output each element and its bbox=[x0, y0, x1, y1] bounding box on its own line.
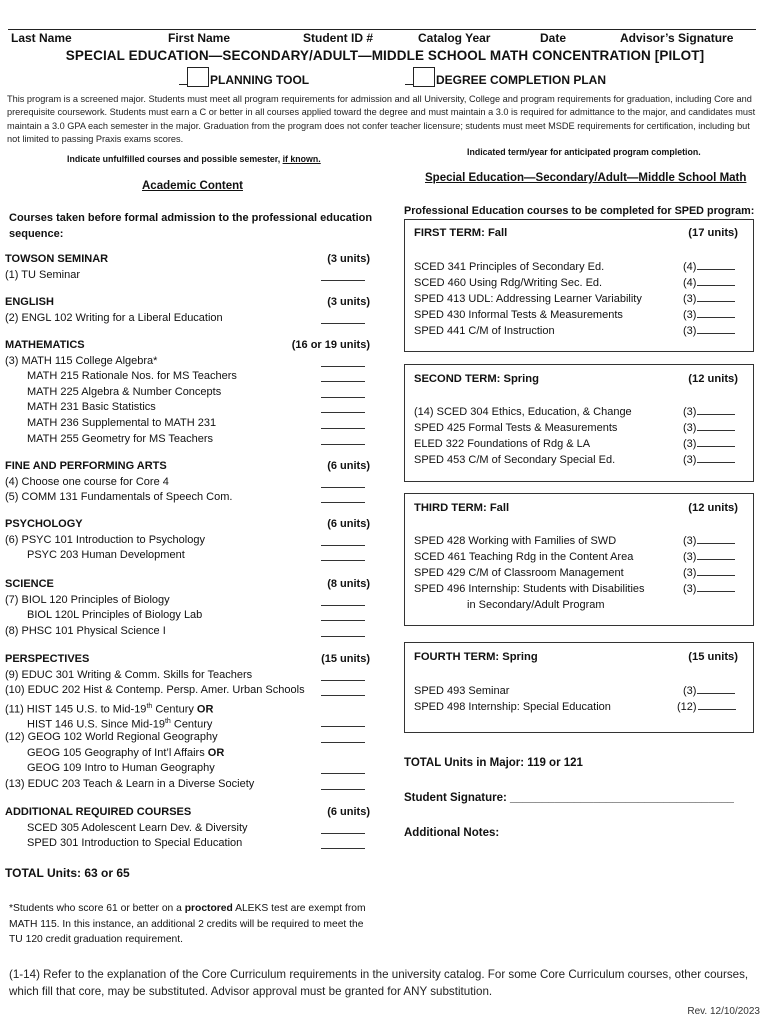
credit-blank[interactable] bbox=[683, 452, 741, 468]
major-total-units: TOTAL Units in Major: 119 or 121 bbox=[404, 757, 583, 769]
credit-blank[interactable] bbox=[683, 549, 741, 565]
blank-line bbox=[697, 430, 735, 431]
credit-blank[interactable] bbox=[683, 307, 741, 323]
indicate-if-known: if known. bbox=[282, 154, 321, 164]
list-item bbox=[5, 475, 370, 491]
courses-before-line2: sequence: bbox=[9, 227, 64, 240]
section-units: (15 units) bbox=[321, 653, 370, 665]
list-item bbox=[5, 683, 370, 699]
semester-blank[interactable] bbox=[321, 502, 365, 503]
section-label: ADDITIONAL REQUIRED COURSES bbox=[5, 806, 192, 818]
semester-blank[interactable] bbox=[321, 412, 365, 413]
term-course-row bbox=[414, 699, 741, 715]
course-label: GEOG 109 Intro to Human Geography bbox=[27, 762, 215, 775]
section-label: ENGLISH bbox=[5, 296, 54, 308]
credit-value: (3) bbox=[683, 438, 697, 450]
section-units: (16 or 19 units) bbox=[291, 339, 370, 351]
semester-blank[interactable] bbox=[321, 487, 365, 488]
indicate-unfulfilled bbox=[67, 154, 321, 164]
section-units: (3 units) bbox=[327, 296, 370, 308]
header-rule bbox=[8, 29, 756, 30]
course-label: MATH 225 Algebra & Number Concepts bbox=[27, 385, 222, 398]
term-course-row bbox=[414, 565, 741, 581]
blank-line bbox=[697, 317, 735, 318]
course-text: GEOG 105 Geography of Int’l Affairs bbox=[27, 746, 208, 759]
indicate-text: Indicate unfulfilled courses and possible semester, bbox=[67, 154, 283, 164]
course-label: SPED 425 Formal Tests & Measurements bbox=[414, 422, 618, 434]
blank-line bbox=[697, 575, 735, 576]
credit-blank[interactable] bbox=[683, 683, 741, 699]
course-label: in Secondary/Adult Program bbox=[467, 599, 605, 611]
semester-blank[interactable] bbox=[321, 742, 365, 743]
section-units: (6 units) bbox=[327, 518, 370, 530]
label-catalog-year: Catalog Year bbox=[418, 31, 491, 45]
credit-blank[interactable] bbox=[683, 291, 741, 307]
term-course-row bbox=[414, 533, 741, 549]
semester-blank[interactable] bbox=[321, 620, 365, 621]
courses-before-line1: Courses taken before formal admission to the professional education bbox=[9, 212, 373, 224]
credit-value: (3) bbox=[683, 685, 697, 697]
term-course-row bbox=[414, 275, 741, 291]
list-item bbox=[5, 730, 370, 746]
course-label: SPED 498 Internship: Special Education bbox=[414, 701, 611, 713]
term-course-row bbox=[414, 404, 741, 420]
list-item bbox=[5, 311, 370, 327]
course-text: Century bbox=[170, 719, 213, 732]
semester-blank[interactable] bbox=[321, 545, 365, 546]
term-box-fourth bbox=[404, 642, 754, 733]
blank-line bbox=[697, 301, 735, 302]
term-course-row bbox=[414, 683, 741, 699]
term-course-row bbox=[414, 420, 741, 436]
list-item bbox=[5, 533, 370, 549]
course-text: Century bbox=[152, 703, 197, 716]
blank-line bbox=[697, 269, 735, 270]
course-label: (6) PSYC 101 Introduction to Psychology bbox=[5, 533, 205, 546]
credit-value: (12) bbox=[677, 701, 697, 713]
course-label: SPED 413 UDL: Addressing Learner Variability bbox=[414, 293, 642, 305]
blank-line bbox=[697, 414, 735, 415]
credit-value: (3) bbox=[683, 535, 697, 547]
list-item bbox=[5, 624, 370, 640]
course-label bbox=[27, 746, 224, 762]
section-units: (8 units) bbox=[327, 578, 370, 590]
section-label: MATHEMATICS bbox=[5, 339, 85, 351]
term-title: FIRST TERM: Fall bbox=[414, 227, 508, 239]
blank-line bbox=[697, 591, 735, 592]
list-item bbox=[5, 761, 370, 777]
course-label: SCED 461 Teaching Rdg in the Content Area bbox=[414, 551, 634, 563]
credit-value: (3) bbox=[683, 309, 697, 321]
credit-blank[interactable] bbox=[683, 533, 741, 549]
course-label: (5) COMM 131 Fundamentals of Speech Com. bbox=[5, 491, 233, 504]
section-label: TOWSON SEMINAR bbox=[5, 253, 109, 265]
section-label: PERSPECTIVES bbox=[5, 653, 90, 665]
label-advisor-signature: Advisor’s Signature bbox=[620, 31, 734, 45]
additional-notes-label: Additional Notes: bbox=[404, 827, 500, 839]
page-title: SPECIAL EDUCATION—SECONDARY/ADULT—MIDDLE SCHOOL MATH CONCENTRATION [PILOT] bbox=[65, 48, 705, 63]
blank-line bbox=[697, 559, 735, 560]
credit-blank[interactable] bbox=[683, 420, 741, 436]
list-item bbox=[5, 369, 370, 385]
course-label: (10) EDUC 202 Hist & Contemp. Persp. Amer. Urban Schools bbox=[5, 684, 305, 697]
course-label: (14) SCED 304 Ethics, Education, & Change bbox=[414, 406, 632, 418]
course-label: (13) EDUC 203 Teach & Learn in a Diverse Society bbox=[5, 777, 255, 790]
semester-blank[interactable] bbox=[321, 560, 365, 561]
course-label: SPED 430 Informal Tests & Measurements bbox=[414, 309, 623, 321]
list-item bbox=[5, 836, 370, 852]
course-label: PSYC 203 Human Development bbox=[27, 549, 185, 562]
underline bbox=[405, 84, 413, 85]
course-label: MATH 215 Rationale Nos. for MS Teachers bbox=[27, 370, 237, 383]
credit-value: (4) bbox=[683, 261, 697, 273]
credit-value: (3) bbox=[683, 567, 697, 579]
blank-line bbox=[698, 709, 736, 710]
semester-blank[interactable] bbox=[321, 636, 365, 637]
course-label: (2) ENGL 102 Writing for a Liberal Education bbox=[5, 311, 223, 324]
credit-value: (4) bbox=[683, 277, 697, 289]
list-item bbox=[5, 714, 370, 730]
course-label: (3) MATH 115 College Algebra* bbox=[5, 354, 158, 367]
credit-blank[interactable] bbox=[683, 436, 741, 452]
semester-blank[interactable] bbox=[321, 323, 365, 324]
revision-date: Rev. 12/10/2023 bbox=[687, 1006, 760, 1017]
list-item bbox=[5, 746, 370, 762]
note-text: *Students who score 61 or better on a bbox=[9, 903, 185, 914]
term-title: FOURTH TERM: Spring bbox=[414, 651, 538, 663]
student-signature-field[interactable]: Student Signature: ___________________________________ bbox=[404, 792, 734, 804]
indicate-completion: Indicated term/year for anticipated program completion. bbox=[467, 147, 701, 157]
semester-blank[interactable] bbox=[321, 789, 365, 790]
semester-blank[interactable] bbox=[321, 444, 365, 445]
section-math bbox=[5, 338, 370, 354]
core-curriculum-note: (1-14) Refer to the explanation of the Core Curriculum requirements in the university catalog. For some Core Curriculum courses, other courses, which fill that core, may be substituted. Advisor approval must be granted for ANY substitution. bbox=[9, 968, 749, 998]
course-label: SCED 305 Adolescent Learn Dev. & Diversity bbox=[27, 821, 248, 834]
blank-line bbox=[697, 543, 735, 544]
semester-blank[interactable] bbox=[321, 726, 365, 727]
section-label: PSYCHOLOGY bbox=[5, 518, 83, 530]
label-date: Date bbox=[540, 31, 567, 45]
semester-blank[interactable] bbox=[321, 605, 365, 606]
credit-value: (3) bbox=[683, 325, 697, 337]
degree-plan-option[interactable] bbox=[405, 67, 606, 87]
semester-blank[interactable] bbox=[321, 428, 365, 429]
section-psychology bbox=[5, 517, 370, 533]
course-label: SPED 301 Introduction to Special Education bbox=[27, 837, 243, 850]
course-label: SPED 429 C/M of Classroom Management bbox=[414, 567, 624, 579]
list-item bbox=[5, 354, 370, 370]
term-units: (12 units) bbox=[688, 502, 738, 514]
course-label: ELED 322 Foundations of Rdg & LA bbox=[414, 438, 591, 450]
section-science bbox=[5, 577, 370, 593]
credit-blank[interactable] bbox=[683, 323, 741, 339]
label-first-name: First Name bbox=[168, 31, 231, 45]
course-label: BIOL 120L Principles of Biology Lab bbox=[27, 609, 203, 622]
course-label: SPED 493 Seminar bbox=[414, 685, 510, 697]
blank-line bbox=[697, 285, 735, 286]
credit-value: (3) bbox=[683, 583, 697, 595]
section-label: SCIENCE bbox=[5, 578, 54, 590]
course-label: SCED 341 Principles of Secondary Ed. bbox=[414, 261, 605, 273]
credit-blank[interactable] bbox=[683, 259, 741, 275]
credit-blank[interactable] bbox=[683, 581, 741, 597]
list-item bbox=[5, 699, 370, 715]
credit-blank[interactable] bbox=[683, 565, 741, 581]
section-fine-arts bbox=[5, 459, 370, 475]
term-course-row bbox=[414, 291, 741, 307]
program-intro: This program is a screened major. Students must meet all program requirements for admission and all University, College and program requirements for graduation, including Core and prerequisite coursework. Students must earn a C or better in all courses applied toward the degree and must maintain a 3.0 is required for admittance to the major, and candidates must maintain a 3.0 GPA each semester in the major. Graduation from the program does not confer teacher licensure; students must meet MSDE requirements for certification, including but not limited to passing Praxis exams scores. bbox=[7, 94, 756, 145]
list-item bbox=[5, 400, 370, 416]
course-label: (4) Choose one course for Core 4 bbox=[5, 475, 169, 488]
term-course-row bbox=[414, 436, 741, 452]
section-units: (6 units) bbox=[327, 460, 370, 472]
term-course-row bbox=[414, 307, 741, 323]
semester-blank[interactable] bbox=[321, 848, 365, 849]
section-towson bbox=[5, 252, 370, 268]
course-label: SPED 428 Working with Families of SWD bbox=[414, 535, 617, 547]
list-item bbox=[5, 821, 370, 837]
course-label: SPED 441 C/M of Instruction bbox=[414, 325, 555, 337]
semester-blank[interactable] bbox=[321, 381, 365, 382]
credit-value: (3) bbox=[683, 406, 697, 418]
course-text: HIST 146 U.S. Since Mid-19 bbox=[27, 719, 165, 732]
course-label: SCED 460 Using Rdg/Writing Sec. Ed. bbox=[414, 277, 603, 289]
course-label: SPED 496 Internship: Students with Disabilities bbox=[414, 583, 645, 595]
list-item bbox=[5, 490, 370, 506]
section-label: FINE AND PERFORMING ARTS bbox=[5, 460, 167, 472]
term-course-row bbox=[414, 259, 741, 275]
planning-tool-checkbox[interactable] bbox=[187, 67, 209, 87]
or-text: OR bbox=[207, 746, 225, 759]
list-item bbox=[5, 608, 370, 624]
semester-blank[interactable] bbox=[321, 366, 365, 367]
credit-blank[interactable] bbox=[683, 275, 741, 291]
underline bbox=[179, 84, 187, 85]
list-item bbox=[5, 416, 370, 432]
semester-blank[interactable] bbox=[321, 397, 365, 398]
degree-plan-label: DEGREE COMPLETION PLAN bbox=[436, 73, 607, 87]
superscript-th: th bbox=[164, 718, 171, 726]
courses-before-admission bbox=[9, 211, 372, 242]
term-units: (12 units) bbox=[688, 373, 738, 385]
list-item bbox=[5, 593, 370, 609]
academic-content-list bbox=[5, 252, 370, 872]
section-additional bbox=[5, 805, 370, 821]
blank-line bbox=[697, 446, 735, 447]
section-english bbox=[5, 295, 370, 311]
planning-tool-label: PLANNING TOOL bbox=[210, 73, 310, 87]
term-box-third bbox=[404, 493, 754, 626]
term-course-row bbox=[414, 581, 741, 597]
term-title: THIRD TERM: Fall bbox=[414, 502, 510, 514]
list-item bbox=[5, 385, 370, 401]
semester-blank[interactable] bbox=[321, 695, 365, 696]
course-label: MATH 255 Geometry for MS Teachers bbox=[27, 432, 214, 445]
course-label: SPED 453 C/M of Secondary Special Ed. bbox=[414, 454, 616, 466]
or-text: OR bbox=[196, 703, 214, 716]
credit-value: (3) bbox=[683, 551, 697, 563]
course-label: (1) TU Seminar bbox=[5, 268, 80, 281]
blank-line bbox=[697, 693, 735, 694]
course-label: (8) PHSC 101 Physical Science I bbox=[5, 624, 166, 637]
list-item bbox=[5, 548, 370, 564]
credit-blank[interactable] bbox=[677, 699, 741, 715]
section-units: (3 units) bbox=[327, 253, 370, 265]
label-last-name: Last Name bbox=[11, 31, 72, 45]
note-bold: proctored bbox=[184, 903, 233, 914]
semester-blank[interactable] bbox=[321, 280, 365, 281]
credit-blank[interactable] bbox=[683, 404, 741, 420]
term-course-row bbox=[414, 597, 741, 613]
term-course-row bbox=[414, 549, 741, 565]
term-course-row bbox=[414, 452, 741, 468]
note-text: ALEKS test are exempt from MATH 115. In this instance, an additional 2 credits will be required to meet the TU 120 credit graduation requirement. bbox=[9, 903, 366, 945]
term-box-first bbox=[404, 219, 754, 352]
section-perspectives bbox=[5, 652, 370, 668]
label-student-id: Student ID # bbox=[303, 31, 374, 45]
left-total-units: TOTAL Units: 63 or 65 bbox=[5, 866, 130, 880]
section-units: (6 units) bbox=[327, 806, 370, 818]
list-item bbox=[5, 268, 370, 284]
semester-blank[interactable] bbox=[321, 773, 365, 774]
credit-value: (3) bbox=[683, 293, 697, 305]
list-item bbox=[5, 432, 370, 448]
term-units: (17 units) bbox=[688, 227, 738, 239]
blank-line bbox=[697, 333, 735, 334]
term-units: (15 units) bbox=[688, 651, 738, 663]
term-course-row bbox=[414, 323, 741, 339]
aleks-note bbox=[9, 901, 374, 948]
list-item bbox=[5, 777, 370, 793]
course-label: (7) BIOL 120 Principles of Biology bbox=[5, 593, 170, 606]
prof-ed-heading: Professional Education courses to be completed for SPED program: bbox=[404, 205, 755, 217]
list-item bbox=[5, 668, 370, 684]
sped-heading: Special Education—Secondary/Adult—Middle School Math bbox=[425, 172, 747, 184]
course-label: (9) EDUC 301 Writing & Comm. Skills for Teachers bbox=[5, 668, 253, 681]
degree-plan-checkbox[interactable] bbox=[413, 67, 435, 87]
credit-value: (3) bbox=[683, 454, 697, 466]
credit-value: (3) bbox=[683, 422, 697, 434]
planning-tool-option[interactable] bbox=[179, 67, 309, 87]
academic-content-heading: Academic Content bbox=[142, 180, 243, 192]
semester-blank[interactable] bbox=[321, 680, 365, 681]
course-label: MATH 236 Supplemental to MATH 231 bbox=[27, 417, 217, 429]
superscript-th: th bbox=[146, 702, 153, 710]
term-box-second bbox=[404, 364, 754, 482]
term-title: SECOND TERM: Spring bbox=[414, 373, 539, 385]
course-label: (12) GEOG 102 World Regional Geography bbox=[5, 731, 218, 743]
course-label: MATH 231 Basic Statistics bbox=[27, 401, 156, 414]
blank-line bbox=[697, 462, 735, 463]
semester-blank[interactable] bbox=[321, 833, 365, 834]
course-text: (11) HIST 145 U.S. to Mid-19 bbox=[5, 703, 147, 716]
